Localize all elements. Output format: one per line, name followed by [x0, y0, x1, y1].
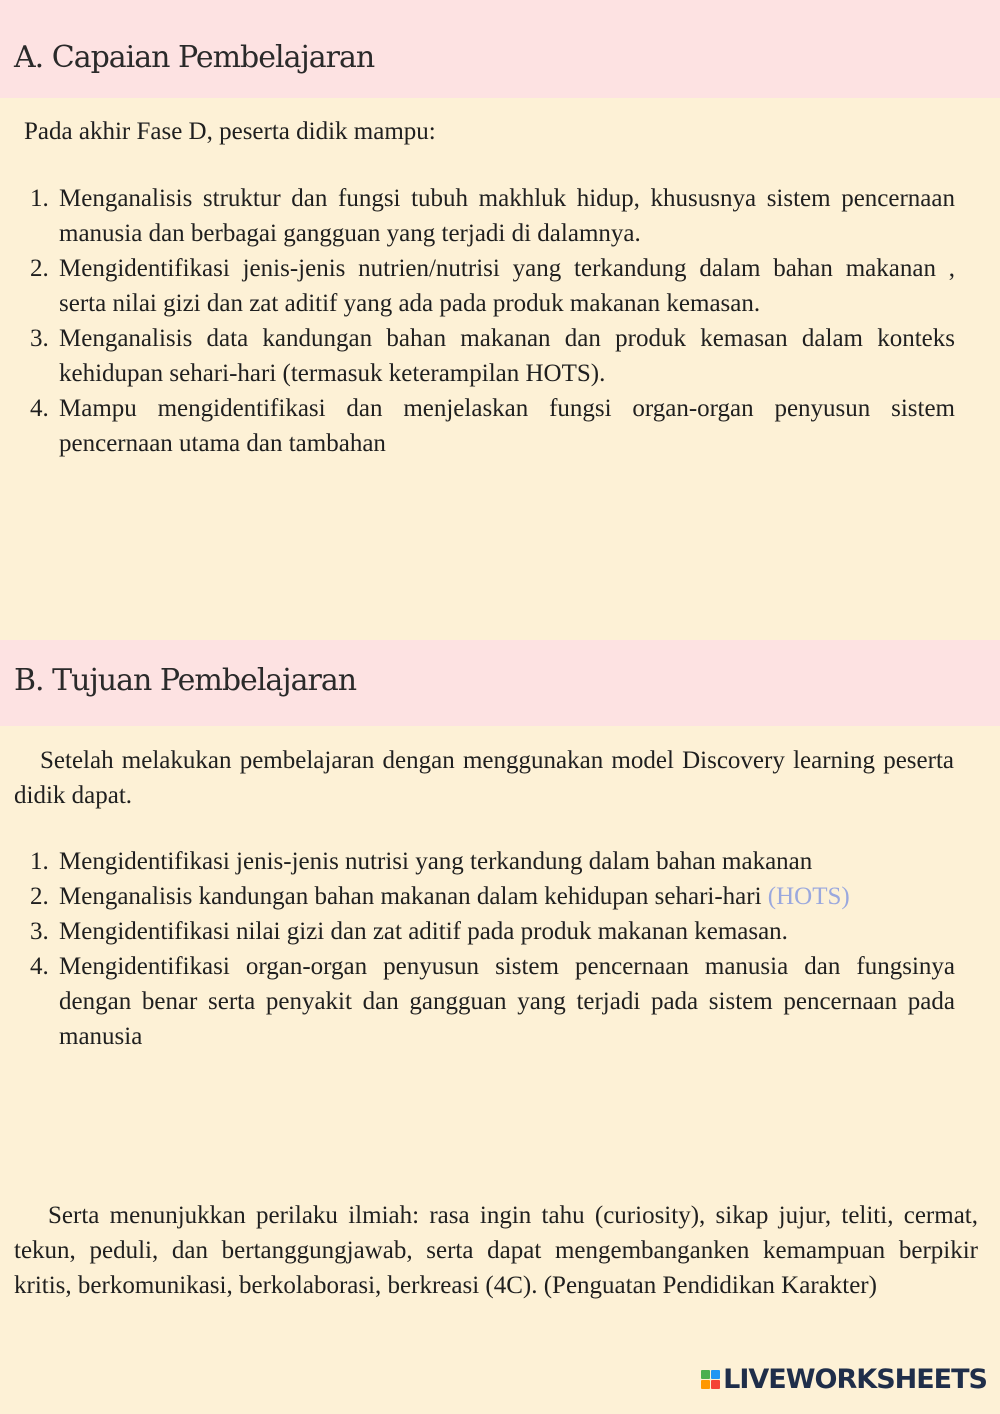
section-a-list — [0, 181, 955, 461]
section-b-header — [0, 640, 1000, 726]
list-item: 3. Menganalisis data kandungan bahan makanan dan produk kemasan dalam konteks kehidupan sehari-hari (termasuk keterampilan HOTS). — [30, 325, 955, 387]
list-item-text: Mampu mengidentifikasi dan menjelaskan fungsi organ-organ penyusun sistem pencernaan utama dan tambahan — [59, 395, 955, 457]
list-item: 2. Menganalisis kandungan bahan makanan dalam kehidupan sehari-hari (HOTS) — [30, 883, 850, 910]
list-item: 1. Menganalisis struktur dan fungsi tubuh makhluk hidup, khususnya sistem pencernaan manusia dan berbagai gangguan yang terjadi di dalamnya. — [30, 185, 955, 247]
section-b-closing: Serta menunjukkan perilaku ilmiah: rasa ingin tahu (curiosity), sikap jujur, teliti, cermat, tekun, peduli, dan bertanggungjawab, serta dapat mengembanganken kemampuan berpikir kritis, berkomunikasi, berkolaborasi, berkreasi (4C). (Penguatan Pendidikan Karakter) — [14, 1202, 978, 1299]
liveworksheets-logo — [701, 1364, 987, 1394]
list-item-text: Menganalisis kandungan bahan makanan dalam kehidupan sehari-hari — [59, 883, 762, 910]
section-a-header — [0, 0, 1000, 98]
logo-text: LIVEWORKSHEETS — [723, 1363, 987, 1395]
list-item-text: Mengidentifikasi organ-organ penyusun sistem pencernaan manusia dan fungsinya dengan benar serta penyakit dan gangguan yang terjadi pada sistem pencernaan pada manusia — [59, 953, 955, 1050]
hots-tag: (HOTS) — [767, 883, 850, 910]
list-item: 4. Mampu mengidentifikasi dan menjelaskan fungsi organ-organ penyusun sistem pencernaan utama dan tambahan — [30, 395, 955, 457]
list-item: 3. Mengidentifikasi nilai gizi dan zat aditif pada produk makanan kemasan. — [30, 918, 788, 945]
section-b-heading: B. Tujuan Pembelajaran — [14, 663, 357, 698]
list-item-text: Mengidentifikasi nilai gizi dan zat aditif pada produk makanan kemasan. — [59, 918, 788, 945]
list-item-text: Mengidentifikasi jenis-jenis nutrien/nutrisi yang terkandung dalam bahan makanan , serta nilai gizi dan zat aditif yang ada pada produk makanan kemasan. — [59, 255, 955, 317]
section-a-heading: A. Capaian Pembelajaran — [14, 40, 375, 75]
section-b-intro: Setelah melakukan pembelajaran dengan menggunakan model Discovery learning peserta didik dapat. — [14, 747, 954, 809]
list-item-text: Mengidentifikasi jenis-jenis nutrisi yang terkandung dalam bahan makanan — [59, 848, 813, 875]
list-item: 4. Mengidentifikasi organ-organ penyusun sistem pencernaan manusia dan fungsinya dengan benar serta penyakit dan gangguan yang terjadi pada sistem pencernaan pada manusia — [30, 953, 955, 1050]
liveworksheets-logo-icon — [701, 1370, 720, 1389]
list-item-text: Menganalisis struktur dan fungsi tubuh makhluk hidup, khususnya sistem pencernaan manusia dan berbagai gangguan yang terjadi di dalamnya. — [59, 185, 955, 247]
section-a-intro: Pada akhir Fase D, peserta didik mampu: — [24, 118, 436, 145]
list-item: 1. Mengidentifikasi jenis-jenis nutrisi yang terkandung dalam bahan makanan — [30, 848, 813, 875]
list-item: 2. Mengidentifikasi jenis-jenis nutrien/nutrisi yang terkandung dalam bahan makanan , serta nilai gizi dan zat aditif yang ada pada produk makanan kemasan. — [30, 255, 955, 317]
list-item-text: Menganalisis data kandungan bahan makanan dan produk kemasan dalam konteks kehidupan sehari-hari (termasuk keterampilan HOTS). — [59, 325, 955, 387]
section-b-list — [0, 844, 955, 1054]
